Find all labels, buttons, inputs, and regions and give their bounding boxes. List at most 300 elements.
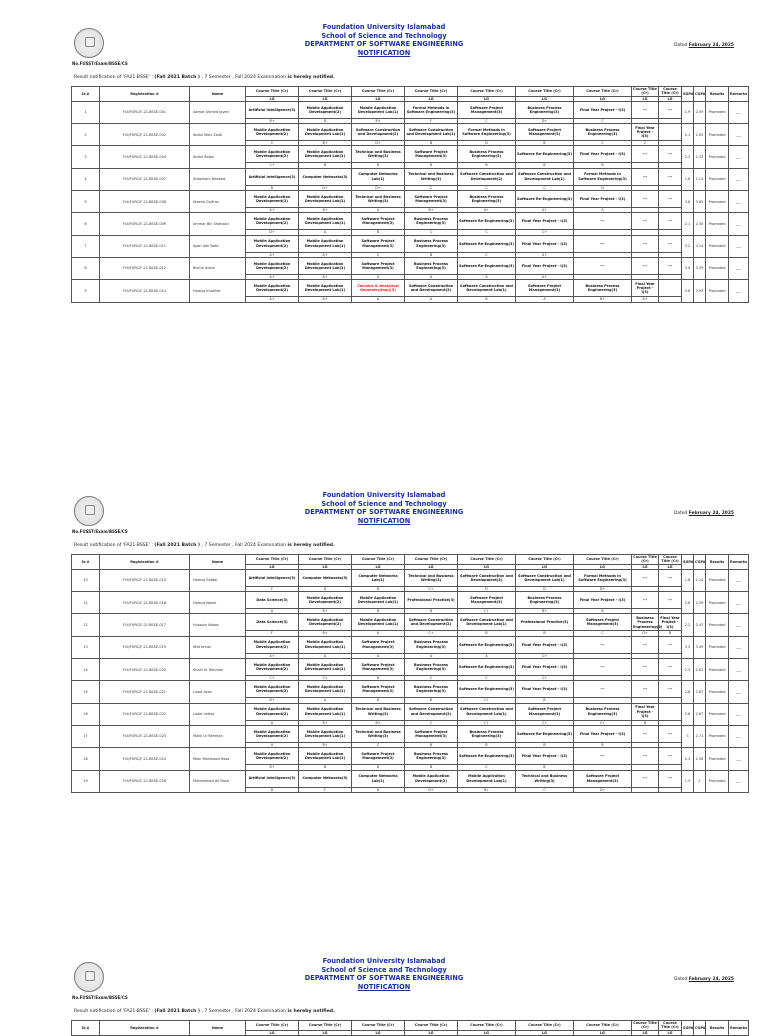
col-registration: Registration # [100, 1021, 190, 1036]
row-course: Software Construction and Development Lab(1) [516, 168, 574, 185]
row-course: Technical and Business Writing(3) [352, 725, 405, 742]
intro-prefix: Result notification of 'FA21-BSSE' : [74, 75, 155, 80]
row-grade: D [246, 185, 299, 190]
row-result: Promoted [706, 614, 729, 636]
row-course: Software Construction and Development(2) [458, 168, 516, 185]
row-grade: C [516, 787, 574, 792]
row-grade: B [458, 297, 516, 302]
row-course: Final Year Project - I(3) [516, 748, 574, 765]
table-row [72, 168, 749, 185]
col-sr: Sr.# [72, 1021, 100, 1036]
col-letter-grade: LG [632, 564, 659, 569]
row-course: Data Science(3) [246, 614, 299, 631]
row-course: Software Project Management(3) [574, 614, 632, 631]
row-grade: B [352, 163, 405, 168]
row-course: Software Project Management(3) [516, 124, 574, 141]
row-course: Software Project Management(3) [458, 592, 516, 609]
col-letter-grade: LG [299, 1030, 352, 1035]
row-result: Promoted [706, 280, 729, 302]
row-course: Business Process Engineering(3) [458, 725, 516, 742]
row-registration: FUI/FURC/F-21-BSSE-012 [100, 257, 190, 279]
row-grade: A+ [246, 653, 299, 658]
row-course: Software Construction and Development(2) [352, 124, 405, 141]
row-course: Software Project Management(3) [574, 770, 632, 787]
col-letter-grade: LG [458, 564, 516, 569]
col-remarks: Remarks [729, 1021, 749, 1036]
intro-prefix: Result notification of 'FA21-BSSE' : [74, 543, 155, 548]
row-course: Mobile Application Development(2) [299, 592, 352, 609]
university-name: Foundation University Islamabad [322, 491, 446, 499]
row-course: --- [632, 101, 659, 118]
row-course: Mobile Application Development Lab(1) [299, 703, 352, 720]
row-course: Artificial Intelligence(3) [246, 168, 299, 185]
row-course: Final Year Project - I(3) [574, 725, 632, 742]
row-course: Mobile Application Development(2) [246, 725, 299, 742]
row-course: Business Process Engineering(3) [405, 235, 458, 252]
table-row [72, 191, 749, 208]
row-grade: B+ [299, 720, 352, 725]
row-course: Software Construction and Development Lab(1) [458, 280, 516, 297]
col-letter-grade: LG [299, 96, 352, 101]
col-remarks: Remarks [729, 555, 749, 570]
col-name: Name [190, 555, 246, 570]
col-course-title: Course Title (Cr) [574, 1021, 632, 1031]
col-sr: Sr.# [72, 555, 100, 570]
row-course: Mobile Application Development(2) [246, 235, 299, 252]
row-grade: C [352, 252, 405, 257]
table-row [72, 235, 749, 252]
row-result: Promoted [706, 191, 729, 213]
row-remarks: ___ [729, 257, 749, 279]
row-course: Mobile Application Development(2) [246, 213, 299, 230]
col-letter-grade: LG [405, 564, 458, 569]
table-row [72, 257, 749, 274]
row-registration: FUI/FURC/F-21-BSSE-002 [100, 124, 190, 146]
row-cgpa: 2.59 [694, 592, 706, 614]
row-course: Final Year Project - I(3) [659, 614, 682, 631]
row-course: Mobile Application Development(2) [246, 636, 299, 653]
row-course: Professional Practice(3) [516, 614, 574, 631]
row-course: Mobile Application Development(2) [246, 748, 299, 765]
col-letter-grade: LG [659, 564, 682, 569]
row-course: --- [632, 681, 659, 698]
row-cgpa: 3.65 [694, 191, 706, 213]
row-course: Software Re-Engineering(3) [458, 636, 516, 653]
row-registration: FUI/FURC/F-21-BSSE-017 [100, 614, 190, 636]
row-grade: D+ [299, 185, 352, 190]
row-grade: D [352, 586, 405, 591]
row-serial: 9 [72, 280, 100, 302]
row-student-name: Hamza Naser [190, 592, 246, 614]
row-course: --- [574, 636, 632, 653]
row-course: Business Process Engineering(3) [405, 636, 458, 653]
row-course: Final Year Project - I(3) [632, 703, 659, 720]
row-course: Data Science(3) [246, 592, 299, 609]
col-sgpa: SGPA [682, 1021, 694, 1036]
row-serial: 5 [72, 191, 100, 213]
table-row [72, 592, 749, 609]
row-course: Mobile Application Development Lab(1) [299, 235, 352, 252]
col-cgpa: CGPA [694, 555, 706, 570]
col-course-title: Course Title (Cr) [458, 87, 516, 97]
col-letter-grade: LG [632, 96, 659, 101]
row-grade: A [299, 653, 352, 658]
row-course: Software Project Management(3) [405, 191, 458, 208]
row-sgpa: 2.6 [682, 703, 694, 725]
row-grade: A+ [516, 208, 574, 213]
row-course: Formal Methods in Software Engineering(3) [458, 124, 516, 141]
col-course-title: Course Title (Cr) [352, 555, 405, 565]
row-course: Artificial Intelligence(3) [246, 569, 299, 586]
row-grade: B [405, 609, 458, 614]
col-course-title: Course Title (Cr) [405, 1021, 458, 1031]
col-course-title: Course Title (Cr) [458, 555, 516, 565]
results-table [71, 1020, 749, 1036]
row-serial: 6 [72, 213, 100, 235]
row-course: Software Project Management(3) [352, 659, 405, 676]
table-row [72, 636, 749, 653]
row-grade: A [246, 609, 299, 614]
row-course: --- [659, 191, 682, 208]
row-grade: B+ [299, 141, 352, 146]
table-row [72, 101, 749, 118]
row-course: Mobile Application Development Lab(1) [458, 770, 516, 787]
row-registration: FUI/FURC/F-21-BSSE-019 [100, 636, 190, 658]
row-grade: A+ [246, 252, 299, 257]
row-grade: A+ [516, 252, 574, 257]
row-course: Technical and Business Writing(3) [405, 168, 458, 185]
row-registration: FUI/FURC/F-21-BSSE-011 [100, 235, 190, 257]
row-course: Technical and Business Writing(3) [352, 191, 405, 208]
row-course: Mobile Application Development(2) [246, 703, 299, 720]
row-course: Computer Networks(3) [299, 569, 352, 586]
row-registration: FUI/FURC/F-21-BSSE-014 [100, 280, 190, 302]
row-course: Software Project Management(3) [516, 703, 574, 720]
row-course: Software Construction and Development(2) [405, 703, 458, 720]
row-course: --- [632, 592, 659, 609]
row-sgpa: 2.1 [682, 124, 694, 146]
reference-number: No.FUSST/Exam/BSSE/CS [72, 529, 128, 534]
row-cgpa: 2.93 [694, 280, 706, 302]
date-line [674, 511, 734, 516]
row-grade: A [516, 297, 574, 302]
col-course-title: Course Title (Cr) [299, 87, 352, 97]
notification-date: February 24, 2025 [688, 43, 734, 48]
row-course: --- [574, 257, 632, 274]
row-course: Software Project Management(3) [352, 748, 405, 765]
row-registration: FUI/FURC/F-21-BSSE-026 [100, 770, 190, 792]
col-letter-grade: LG [632, 1030, 659, 1035]
col-letter-grade: LG [574, 96, 632, 101]
department-name: DEPARTMENT OF SOFTWARE ENGINEERING [304, 974, 464, 982]
row-grade: D [574, 185, 632, 190]
table-row [72, 614, 749, 631]
row-course: Final Year Project - I(3) [574, 592, 632, 609]
row-course: Software Re-Engineering(3) [458, 659, 516, 676]
row-remarks: ___ [729, 235, 749, 257]
col-course-title: Course Title (Cr) [405, 555, 458, 565]
row-course [659, 124, 682, 141]
row-grade: A [352, 274, 405, 279]
row-course: Software Project Management(3) [352, 636, 405, 653]
row-sgpa: 2.3 [682, 659, 694, 681]
row-result: Promoted [706, 725, 729, 747]
row-course: Software Construction and Development(2) [405, 280, 458, 297]
row-course: Mobile Application Development(2) [299, 101, 352, 118]
intro-suffix: is hereby notified. [287, 1009, 335, 1014]
col-results: Results [706, 555, 729, 570]
row-grade: B [574, 163, 632, 168]
row-student-name: Laiba Imtiaz [190, 703, 246, 725]
row-course: Mobile Application Development Lab(1) [299, 213, 352, 230]
col-name: Name [190, 87, 246, 102]
row-course: Software Re-Engineering(3) [516, 146, 574, 163]
row-course: Computer Networks(3) [299, 770, 352, 787]
col-letter-grade: LG [574, 564, 632, 569]
row-sgpa: 3.2 [682, 235, 694, 257]
row-remarks: ___ [729, 748, 749, 770]
row-grade: C+ [516, 653, 574, 658]
intro-batch: (Fall 2021 Batch ) [154, 75, 201, 80]
notification-title: NOTIFICATION [357, 516, 411, 525]
row-course: --- [659, 725, 682, 742]
row-grade: A [405, 653, 458, 658]
row-course: Technical and Business Writing(3) [405, 569, 458, 586]
col-course-title: Course Title (Cr) [659, 555, 682, 565]
row-grade: B+ [516, 609, 574, 614]
row-student-name: Abdul Moiz Zaidi [190, 124, 246, 146]
school-name: School of Science and Technology [321, 965, 447, 974]
row-remarks: ___ [729, 725, 749, 747]
col-registration: Registration # [100, 555, 190, 570]
row-grade: C [458, 185, 516, 190]
row-course: Computer Networks Lab(1) [352, 569, 405, 586]
row-registration: FUI/FURC/F-21-BSSE-009 [100, 213, 190, 235]
row-cgpa: 2.36 [694, 748, 706, 770]
results-table [71, 86, 749, 303]
intro-batch: (Fall 2021 Batch ) [154, 543, 201, 548]
row-grade: B+ [246, 698, 299, 703]
row-course: Business Process Engineering(3) [574, 280, 632, 297]
row-sgpa: 3.9 [682, 257, 694, 279]
row-grade: B [405, 141, 458, 146]
row-course: --- [659, 146, 682, 163]
col-results: Results [706, 1021, 729, 1036]
row-grade: D+ [632, 631, 659, 636]
row-registration: FUI/FURC/F-21-BSSE-008 [100, 191, 190, 213]
reference-number: No.FUSST/Exam/BSSE/CS [72, 61, 128, 66]
col-course-title: Course Title (Cr) [352, 87, 405, 97]
row-grade: A [458, 274, 516, 279]
row-course: Business Process Engineering(3) [574, 124, 632, 141]
row-course: Business Process Engineering(3) [516, 101, 574, 118]
row-course [659, 703, 682, 720]
row-course: --- [659, 257, 682, 274]
table-row [72, 124, 749, 141]
row-grade: B [299, 765, 352, 770]
row-grade: C+ [516, 230, 574, 235]
row-course: Mobile Application Development(2) [405, 770, 458, 787]
row-cgpa: 2.67 [694, 703, 706, 725]
row-course: Software Construction and Development Lab(1) [516, 569, 574, 586]
row-grade: A [458, 653, 516, 658]
row-registration: FUI/FURC/F-21-BSSE-024 [100, 748, 190, 770]
row-course: Software Project Management(3) [352, 213, 405, 230]
row-serial: 18 [72, 748, 100, 770]
row-grade: C [632, 141, 659, 146]
date-line [674, 43, 734, 48]
row-grade: B [632, 720, 659, 725]
row-grade: C [352, 742, 405, 747]
row-grade: C+ [458, 698, 516, 703]
row-grade: D+ [352, 185, 405, 190]
intro-middle: , 7 Semester , Fall 2024 Examination [200, 75, 288, 80]
row-course: --- [659, 770, 682, 787]
date-line [674, 977, 734, 982]
row-grade: D [516, 586, 574, 591]
col-registration: Registration # [100, 87, 190, 102]
row-grade: B [458, 631, 516, 636]
row-grade: A [405, 274, 458, 279]
table-row [72, 725, 749, 742]
row-serial: 11 [72, 592, 100, 614]
row-grade: B [352, 765, 405, 770]
row-grade: B+ [458, 787, 516, 792]
row-grade: A+ [299, 297, 352, 302]
row-course: Business Process Engineering(3) [405, 257, 458, 274]
row-course: Business Process Engineering(3) [405, 213, 458, 230]
row-grade: B [352, 698, 405, 703]
document-header [0, 957, 768, 991]
row-course: Mobile Application Development Lab(1) [352, 101, 405, 118]
row-course: Technical and Business Writing(3) [352, 703, 405, 720]
row-remarks: ___ [729, 213, 749, 235]
col-course-title: Course Title (Cr) [516, 87, 574, 97]
row-grade: B [352, 787, 405, 792]
table-row [72, 213, 749, 230]
row-grade: B [458, 163, 516, 168]
header-row [72, 555, 749, 565]
row-cgpa: 2.47 [694, 614, 706, 636]
row-course: Mobile Application Development(2) [246, 191, 299, 208]
row-course: Software Project Management(3) [352, 257, 405, 274]
row-student-name: Laiba Ayaz [190, 681, 246, 703]
row-registration: FUI/FURC/F-21-BSSE-001 [100, 101, 190, 123]
row-grade: C [405, 185, 458, 190]
row-cgpa: 3.39 [694, 257, 706, 279]
row-course: Computer Networks Lab(1) [352, 770, 405, 787]
row-grade: B [352, 676, 405, 681]
row-course: Final Year Project - I(3) [516, 213, 574, 230]
col-letter-grade: LG [352, 96, 405, 101]
row-course: Software Re-Engineering(3) [458, 213, 516, 230]
row-course: Final Year Project - I(3) [516, 659, 574, 676]
row-grade: C [458, 252, 516, 257]
col-course-title: Course Title (Cr) [633, 87, 657, 96]
table-row [72, 681, 749, 698]
row-student-name: Muhammad Ali Raza [190, 770, 246, 792]
row-grade: B+ [299, 742, 352, 747]
row-grade: B+ [299, 631, 352, 636]
row-grade: D+ [574, 586, 632, 591]
row-grade: A [299, 230, 352, 235]
row-grade: B [659, 631, 682, 636]
row-grade: B [405, 742, 458, 747]
row-course: Mobile Application Development(2) [246, 659, 299, 676]
row-serial: 17 [72, 725, 100, 747]
department-name: DEPARTMENT OF SOFTWARE ENGINEERING [304, 508, 464, 516]
row-course: Technical and Business Writing(3) [516, 770, 574, 787]
row-registration: FUI/FURC/F-21-BSSE-016 [100, 592, 190, 614]
row-cgpa: 2 [694, 770, 706, 792]
row-grade: B [516, 163, 574, 168]
row-serial: 7 [72, 235, 100, 257]
row-course: Final Year Project - I(3) [516, 681, 574, 698]
row-cgpa: 2.71 [694, 725, 706, 747]
row-serial: 1 [72, 101, 100, 123]
row-serial: 16 [72, 703, 100, 725]
col-course-title: Course Title (Cr) [574, 87, 632, 97]
col-results: Results [706, 87, 729, 102]
row-remarks: ___ [729, 592, 749, 614]
row-course: Business Process Engineering(3) [405, 748, 458, 765]
row-student-name: Hadiya Khokhar [190, 280, 246, 302]
school-name: School of Science and Technology [321, 499, 447, 508]
row-grade: A+ [299, 274, 352, 279]
table-row [72, 770, 749, 787]
col-course-title: Course Title (Cr) [246, 1021, 299, 1031]
row-grade: B [516, 765, 574, 770]
col-course-title: Course Title (Cr) [516, 555, 574, 565]
row-course: Mobile Application Development Lab(1) [299, 636, 352, 653]
row-grade: D+ [574, 787, 632, 792]
row-course: --- [659, 681, 682, 698]
row-cgpa: 3.14 [694, 235, 706, 257]
table-row [72, 280, 749, 297]
row-sgpa: 2.8 [682, 681, 694, 703]
row-serial: 3 [72, 146, 100, 168]
row-grade: A+ [516, 274, 574, 279]
row-grade: B [405, 163, 458, 168]
row-grade: B+ [246, 765, 299, 770]
row-sgpa: 3.5 [682, 636, 694, 658]
col-remarks: Remarks [729, 87, 749, 102]
row-student-name: Iffat Imran [190, 636, 246, 658]
row-course: Mobile Application Development Lab(1) [299, 748, 352, 765]
row-serial: 19 [72, 770, 100, 792]
header-row [72, 1021, 749, 1031]
row-grade: C [516, 185, 574, 190]
row-course: Software Project Management(3) [405, 146, 458, 163]
row-registration: FUI/FURC/F-21-BSSE-020 [100, 659, 190, 681]
row-sgpa: 2.3 [682, 146, 694, 168]
row-student-name: Hamza Safdar [190, 569, 246, 591]
col-letter-grade: LG [516, 96, 574, 101]
row-result: Promoted [706, 257, 729, 279]
row-course: --- [632, 213, 659, 230]
row-grade: B+ [574, 297, 632, 302]
row-course: Mobile Application Development Lab(1) [352, 592, 405, 609]
row-sgpa: 2.1 [682, 213, 694, 235]
row-result: Promoted [706, 146, 729, 168]
row-course: Mobile Application Development Lab(1) [299, 280, 352, 297]
row-grade: B+ [352, 720, 405, 725]
row-result: Promoted [706, 569, 729, 591]
row-student-name: Mian Mahmood Raza [190, 748, 246, 770]
col-letter-grade: LG [458, 1030, 516, 1035]
row-course: --- [632, 725, 659, 742]
row-grade: A+ [246, 274, 299, 279]
